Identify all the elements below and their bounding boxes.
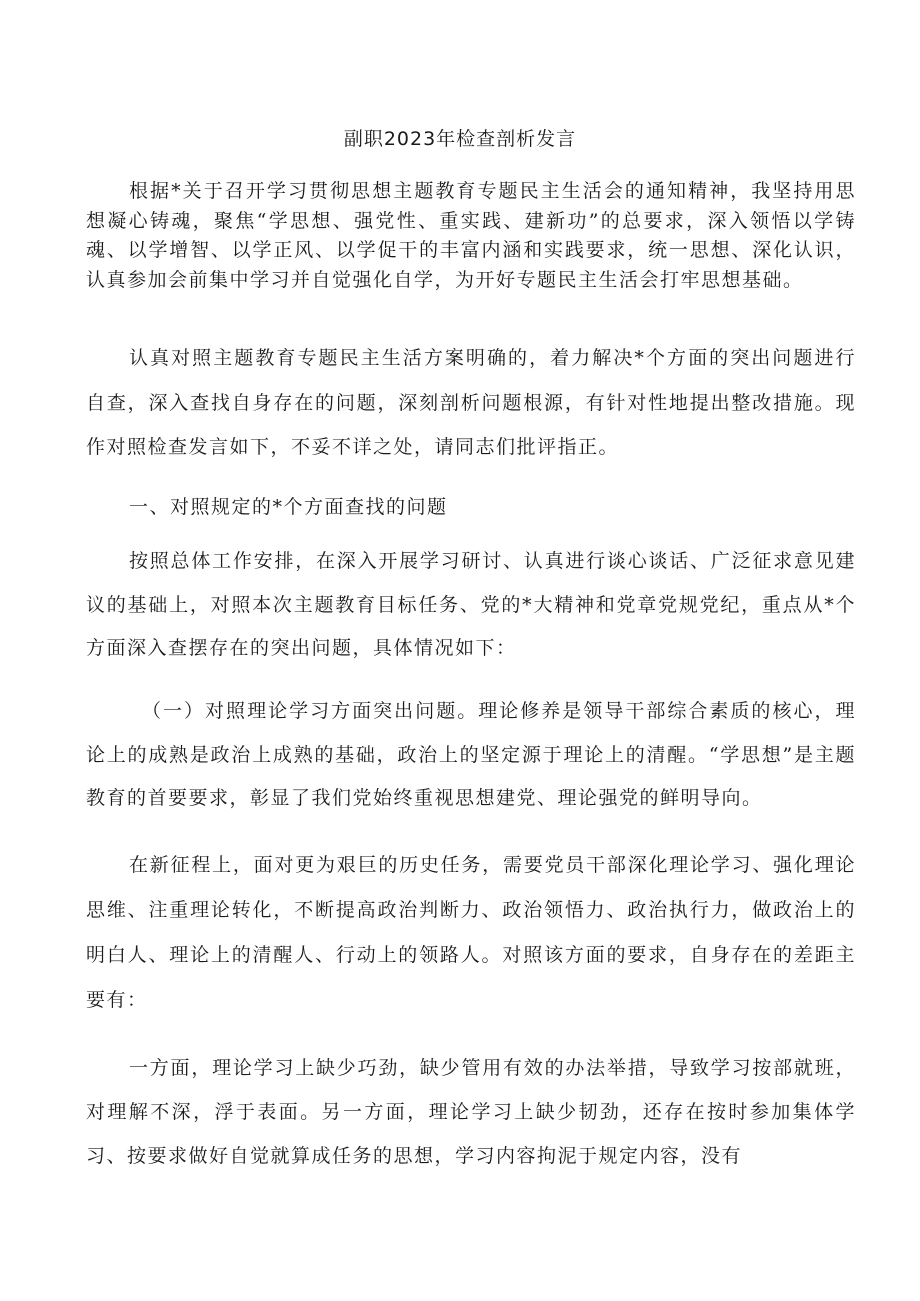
paragraph-intro: 根据*关于召开学习贯彻思想主题教育专题民主生活会的通知精神，我坚持用思想凝心铸魂，聚焦“学思想、强党性、重实践、建新功”的总要求，深入领悟以学铸魂、以学增智、以学正风、以学促干的丰富内涵和实践要求，统一思想、深化认识，认真参加会前集中学习并自觉强化自学，为开好专题民主生活会打牢思想基础。: [86, 180, 856, 291]
section-heading-1: 一、对照规定的*个方面查找的问题: [129, 496, 448, 518]
paragraph-new-journey: 在新征程上，面对更为艰巨的历史任务，需要党员干部深化理论学习、强化理论思维、注重理论转化，不断提高政治判断力、政治领悟力、政治执行力，做政治上的明白人、理论上的清醒人、行动上的领路人。对照该方面的要求，自身存在的差距主要有：: [86, 854, 856, 1011]
paragraph-theory-study: （一）对照理论学习方面突出问题。理论修养是领导干部综合素质的核心，理论上的成熟是政治上成熟的基础，政治上的坚定源于理论上的清醒。“学思想”是主题教育的首要要求，彰显了我们党始终重视思想建党、理论强党的鲜明导向。: [86, 700, 856, 809]
paragraph-self-check: 认真对照主题教育专题民主生活方案明确的，着力解决*个方面的突出问题进行自查，深入查找自身存在的问题，深刻剖析问题根源，有针对性地提出整改措施。现作对照检查发言如下，不妥不详之处，请同志们批评指正。: [86, 347, 856, 458]
document-title: 副职2023年检查剖析发言: [343, 128, 577, 150]
paragraph-shortcomings: 一方面，理论学习上缺少巧劲，缺少管用有效的办法举措，导致学习按部就班，对理解不深，浮于表面。另一方面，理论学习上缺少韧劲，还存在按时参加集体学习、按要求做好自觉就算成任务的思想，学习内容拘泥于规定内容，没有: [86, 1057, 856, 1167]
paragraph-work-arrangement: 按照总体工作安排，在深入开展学习研讨、认真进行谈心谈话、广泛征求意见建议的基础上，对照本次主题教育目标任务、党的*大精神和党章党规党纪，重点从*个方面深入查摆存在的突出问题，具体情况如下：: [86, 550, 856, 659]
